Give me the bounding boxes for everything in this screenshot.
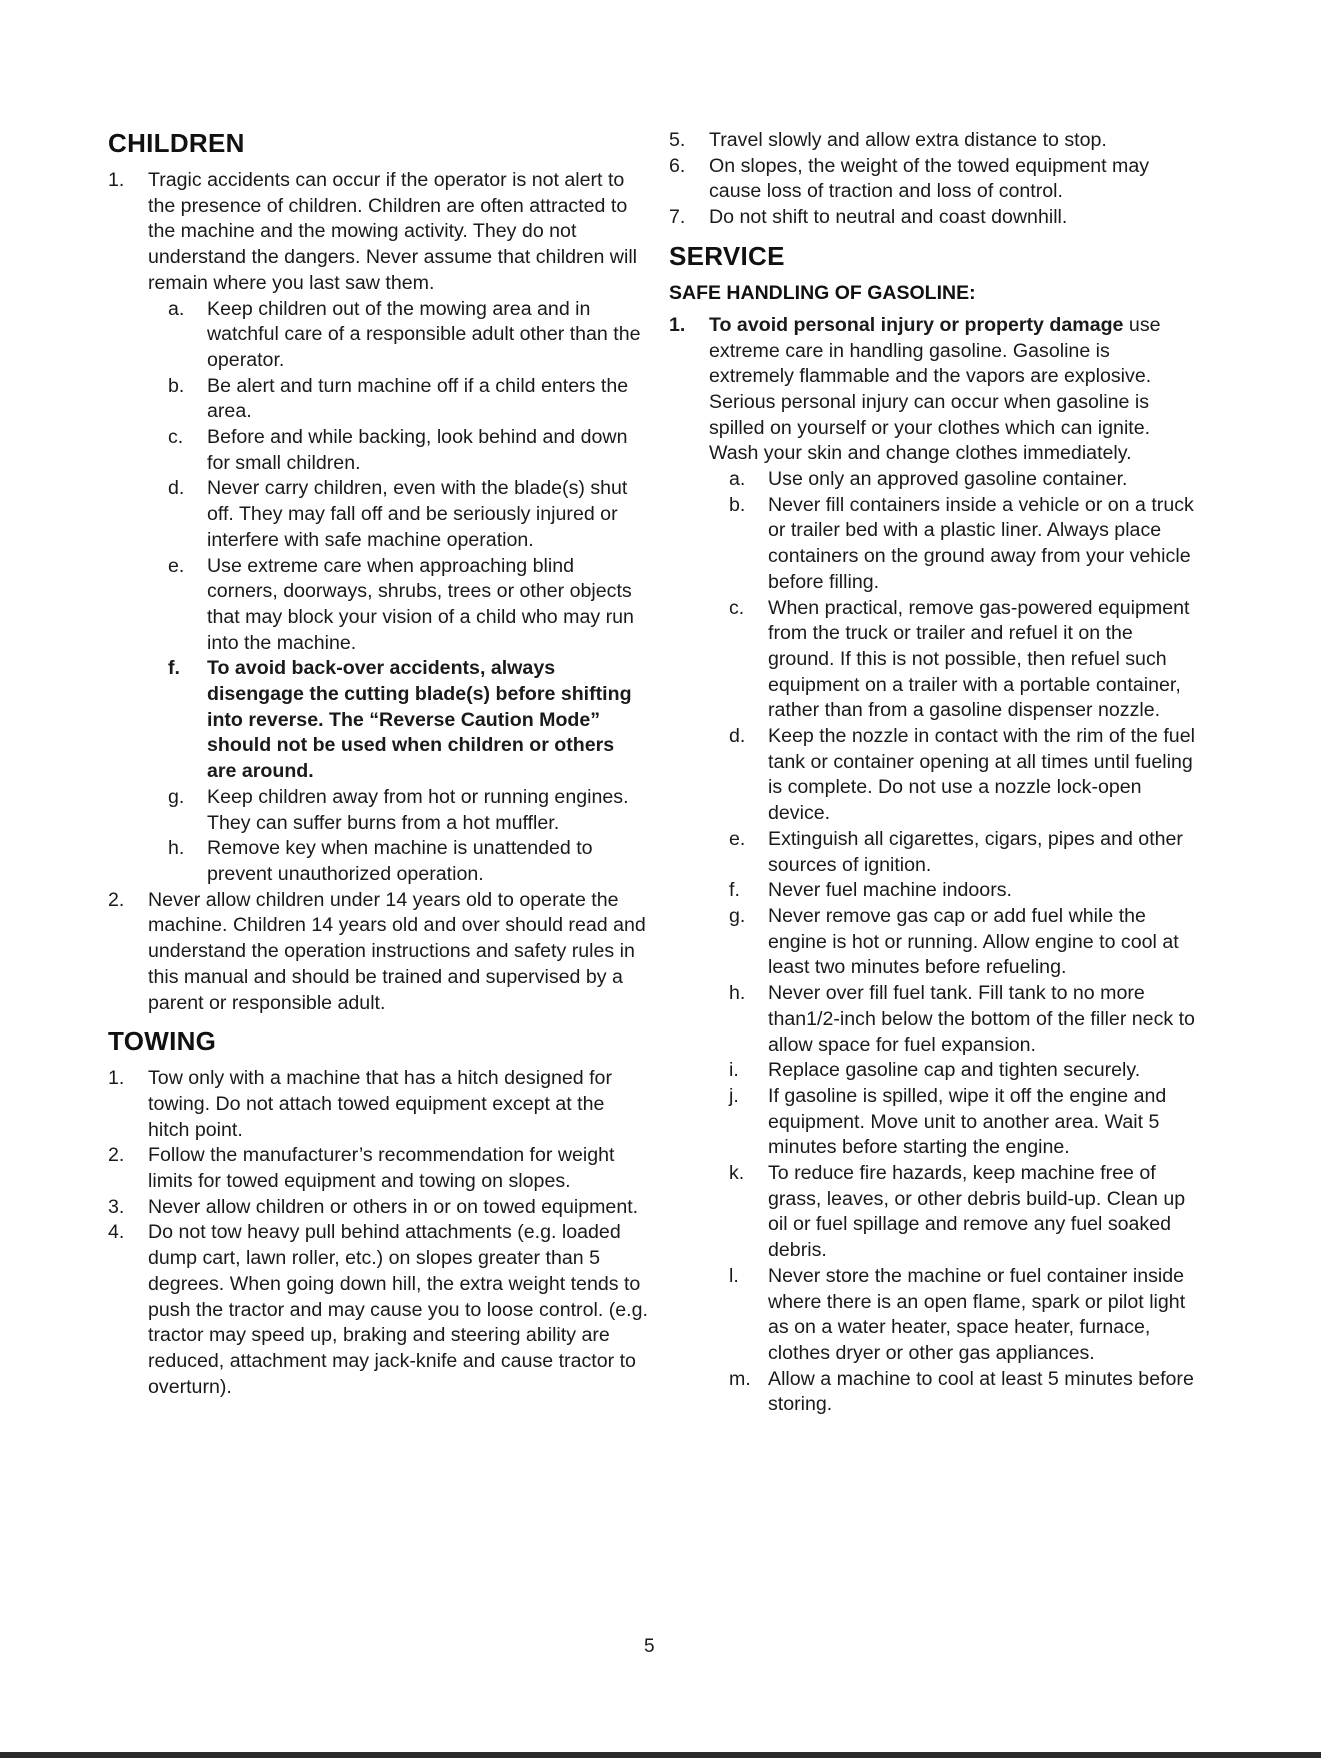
towing-heading: TOWING [108,1026,217,1057]
service-item-f [669,878,1199,904]
item-text: Travel slowly and allow extra distance to stop. [709,129,1107,151]
item-text: Be alert and turn machine off if a child enters the area. [207,374,629,423]
item-marker: 2. [108,888,125,911]
children-item-1 [108,168,648,297]
service-item-e [669,827,1199,878]
item-text: Never carry children, even with the blade(s) shut off. They may fall off and be seriously injured or interfere with safe machine operation. [207,477,628,551]
item-marker: f. [729,879,740,902]
service-item-j [669,1084,1199,1161]
item-text: Use only an approved gasoline container. [768,468,1128,491]
item-marker: a. [729,468,746,491]
children-item-g [108,785,648,836]
service-item-d [669,724,1199,827]
right-column [669,128,1199,1418]
item-text: To reduce fire hazards, keep machine free of grass, leaves, or other debris build-up. Clean up oil or fuel spillage and remove any fuel soaked debris. [768,1162,1186,1262]
item-marker: 2. [108,1144,125,1167]
children-item-f-warning [108,656,648,785]
item-text: If gasoline is spilled, wipe it off the engine and equipment. Move unit to another area. Wait 5 minutes before starting the engine. [768,1084,1167,1159]
service-item-m [669,1367,1199,1418]
item-text: Before and while backing, look behind and down for small children. [207,426,628,474]
item-marker: 6. [669,154,686,177]
item-marker: 5. [669,129,686,151]
service-item-a [669,467,1199,493]
item-text: Extinguish all cigarettes, cigars, pipes and other sources of ignition. [768,827,1183,876]
item-text: Use extreme care when approaching blind corners, doorways, shrubs, trees or other objects that may block your vision of a child who may run into the machine. [207,554,634,654]
item-text: Keep children out of the mowing area and in watchful care of a responsible adult other than the operator. [207,297,641,371]
towing-item-6 [669,154,1199,205]
item-text: Never remove gas cap or add fuel while the engine is hot or running. Allow engine to cool at least two minutes before refueling. [768,904,1179,979]
item-text: Tragic accidents can occur if the operator is not alert to the presence of children. Children are often attracted to the machine and the mowing activity. They do not understand the dangers. Never assume that children will remain where you last saw them. [148,169,638,294]
item-text: Replace gasoline cap and tighten securely. [768,1059,1141,1082]
item-text: use extreme care in handling gasoline. Gasoline is extremely flammable and the vapors are explosive. Serious personal injury can occur when gasoline is spilled on yourself or your clothes which can ignite. Wash your skin and change clothes immediately. [709,313,1161,465]
service-item-h [669,981,1199,1058]
left-column [108,128,648,1400]
item-text: Follow the manufacturer’s recommendation for weight limits for towed equipment and towing on slopes. [148,1144,615,1193]
service-item-k [669,1161,1199,1264]
service-item-i [669,1058,1199,1084]
item-text: Remove key when machine is unattended to prevent unauthorized operation. [207,837,593,885]
item-text: Never store the machine or fuel container inside where there is an open flame, spark or pilot light as on a water heater, space heater, furnace, clothes dryer or other gas appliances. [768,1264,1186,1364]
children-item-e [108,554,648,657]
item-marker: d. [729,725,746,748]
service-heading: SERVICE [669,240,785,271]
item-marker: d. [168,477,185,500]
item-marker: a. [168,297,185,320]
item-text: When practical, remove gas-powered equipment from the truck or trailer and refuel it on the ground. If this is not possible, then refuel such equipment on a trailer with a portable container, rather than from a gasoline dispenser nozzle. [768,596,1190,722]
towing-item-4 [108,1220,648,1400]
item-marker: b. [168,374,185,397]
children-item-h [108,836,648,887]
item-marker: e. [168,554,185,577]
item-text: Never over fill fuel tank. Fill tank to no more than1/2-inch below the bottom of the filler neck to allow space for fuel expansion. [768,982,1195,1056]
children-item-b [108,374,648,425]
item-marker: e. [729,827,746,850]
intro-warning: To avoid personal injury or property damage [709,313,1124,336]
item-text: To avoid back-over accidents, always disengage the cutting blade(s) before shifting into reverse. The “Reverse Caution Mode” should not be used when children or others are around. [207,657,632,783]
item-text: Never allow children or others in or on towed equipment. [148,1195,639,1218]
item-marker: 1. [108,169,125,191]
item-text: Do not tow heavy pull behind attachments (e.g. loaded dump cart, lawn roller, etc.) on slopes greater than 5 degrees. When going down hill, the extra weight tends to push the tractor and may cause you to loose control. (e.g. tractor may speed up, braking and steering ability are reduced, attachment may jack-knife and cause tractor to overturn). [148,1221,648,1398]
item-marker: h. [168,837,185,860]
item-marker: i. [729,1059,739,1082]
page-number: 5 [644,1636,655,1657]
service-item-g [669,904,1199,981]
children-item-a [108,297,648,374]
item-text: Never fuel machine indoors. [768,879,1012,902]
service-item-l [669,1264,1199,1367]
service-item-c [669,596,1199,725]
item-marker: 7. [669,206,686,229]
children-item-2 [108,888,648,1017]
item-marker: 1. [108,1067,125,1090]
towing-item-7 [669,205,1199,231]
children-item-c [108,425,648,476]
item-marker: c. [168,426,184,449]
item-text: Keep children away from hot or running engines. They can suffer burns from a hot muffler. [207,785,629,834]
item-marker: f. [168,657,180,680]
towing-item-3 [108,1195,648,1221]
item-marker: 3. [108,1195,125,1218]
service-item-1 [669,313,1199,467]
item-text: Never allow children under 14 years old to operate the machine. Children 14 years old and over should read and understand the operation instructions and safety rules in this manual and should be trained and supervised by a parent or responsible adult. [148,888,646,1014]
item-marker: 4. [108,1221,125,1244]
item-marker: c. [729,596,745,619]
item-marker: g. [168,785,185,808]
item-text: Tow only with a machine that has a hitch designed for towing. Do not attach towed equipment except at the hitch point. [148,1067,612,1141]
item-text: Keep the nozzle in contact with the rim of the fuel tank or container opening at all times until fueling is complete. Do not use a nozzle lock-open device. [768,725,1195,825]
item-marker: k. [729,1162,745,1185]
children-item-d [108,476,648,553]
item-marker: h. [729,982,746,1005]
item-text: Never fill containers inside a vehicle or on a truck or trailer bed with a plastic liner. Always place containers on the ground away from your vehicle before filling. [768,493,1194,593]
item-text: Do not shift to neutral and coast downhill. [709,206,1068,229]
item-text: Allow a machine to cool at least 5 minutes before storing. [768,1367,1194,1416]
item-marker: m. [729,1367,751,1390]
towing-item-2 [108,1143,648,1194]
item-marker: 1. [669,313,686,336]
item-marker: j. [729,1084,739,1107]
gasoline-subheading: SAFE HANDLING OF GASOLINE: [669,281,976,304]
item-marker: g. [729,904,746,927]
towing-item-5 [669,128,1199,154]
item-marker: l. [729,1264,739,1287]
item-marker: b. [729,493,746,516]
towing-item-1 [108,1066,648,1143]
service-item-b [669,493,1199,596]
item-text: On slopes, the weight of the towed equipment may cause loss of traction and loss of control. [709,154,1150,203]
bottom-border [0,1752,1321,1758]
children-heading: CHILDREN [108,128,245,158]
